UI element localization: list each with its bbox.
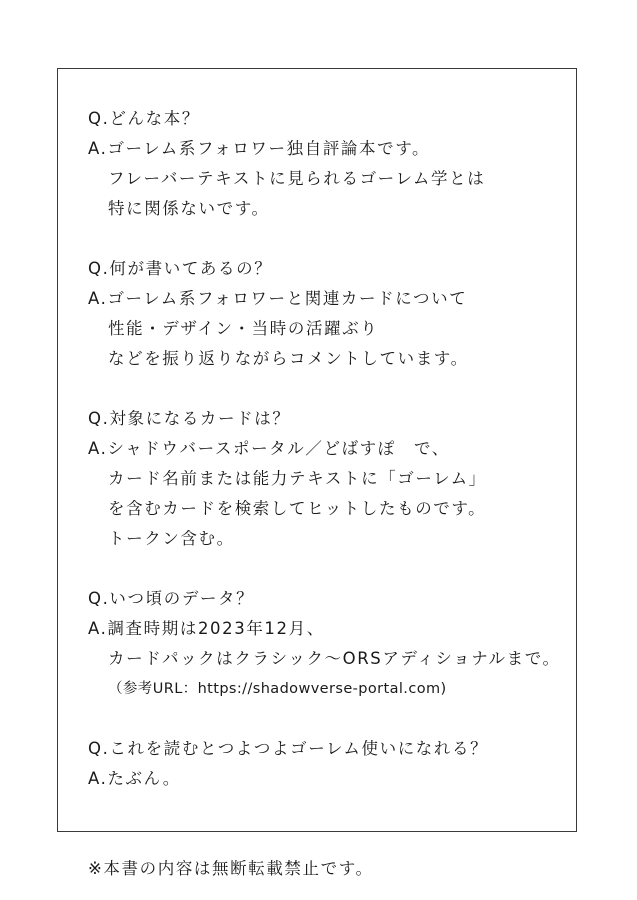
answer-line: カード名前または能力テキストに「ゴーレム」 — [108, 469, 487, 488]
answer-line: A.シャドウバースポータル／どばすぽ で、 — [88, 439, 450, 458]
answer-line: フレーバーテキストに見られるゴーレム学とは — [108, 169, 486, 188]
answer-line: などを振り返りながらコメントしています。 — [108, 349, 469, 368]
reference-url: （参考URL：https://shadowverse-portal.com) — [108, 681, 447, 697]
question: Q.何が書いてあるの？ — [88, 259, 273, 278]
answer-line: A.ゴーレム系フォロワーと関連カードについて — [88, 289, 468, 308]
question: Q.いつ頃のデータ？ — [88, 589, 255, 608]
answer-line: カードパックはクラシック〜ORSアディショナルまで。 — [108, 649, 561, 668]
answer-line: A.ゴーレム系フォロワー独自評論本です。 — [88, 139, 431, 158]
answer-line: A.調査時期は2023年12月、 — [88, 619, 325, 638]
answer-line: トークン含む。 — [108, 529, 235, 548]
faq-item-5 — [88, 734, 568, 794]
faq-item-2 — [88, 254, 568, 374]
answer-line: を含むカードを検索してヒットしたものです。 — [108, 499, 487, 518]
answer-line: 性能・デザイン・当時の活躍ぶり — [108, 319, 379, 338]
question: Q.どんな本？ — [88, 109, 200, 128]
question: Q.対象になるカードは？ — [88, 409, 291, 428]
question: Q.これを読むとつよつよゴーレム使いになれる？ — [88, 739, 489, 758]
copyright-notice: ※本書の内容は無断転載禁止です。 — [88, 859, 374, 878]
faq-item-3 — [88, 404, 568, 554]
faq-item-1 — [88, 104, 568, 224]
answer-line: A.たぶん。 — [88, 769, 181, 788]
faq-content — [88, 104, 568, 884]
faq-item-4 — [88, 584, 568, 704]
answer-line: 特に関係ないです。 — [108, 199, 270, 218]
